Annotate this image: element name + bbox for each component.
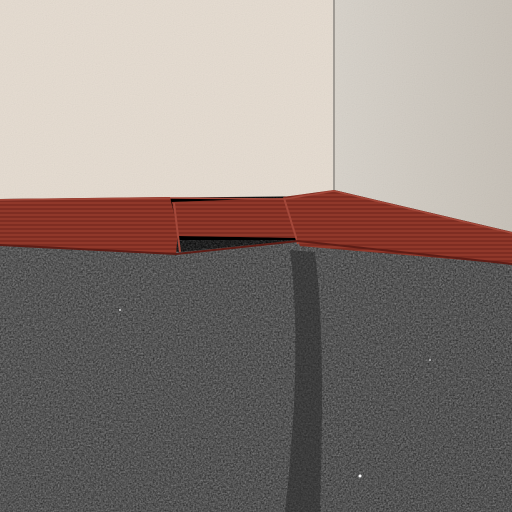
floor-speck-3 — [429, 359, 431, 361]
floor-speck-1 — [359, 475, 362, 478]
left-wall — [0, 0, 334, 199]
baseboard-trim-middle-texture — [172, 198, 298, 238]
floor — [0, 240, 512, 512]
floor-speck-2 — [119, 309, 121, 311]
